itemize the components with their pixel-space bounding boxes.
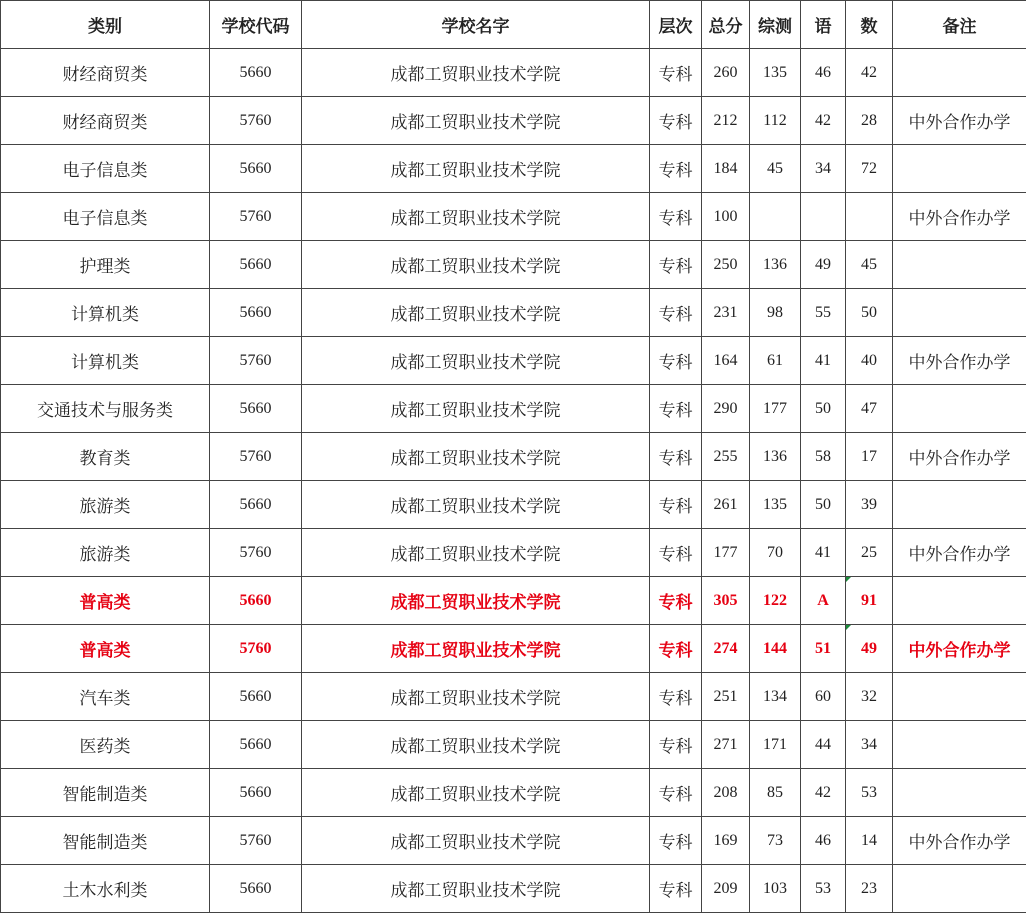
header-note: 备注	[893, 1, 1026, 49]
cell-category: 普高类	[1, 577, 210, 625]
cell-category: 财经商贸类	[1, 97, 210, 145]
cell-school-code: 5660	[210, 385, 302, 433]
cell-math-score: 25	[846, 529, 893, 577]
cell-category: 普高类	[1, 625, 210, 673]
cell-level: 专科	[650, 385, 702, 433]
table-row	[1, 289, 1026, 337]
cell-school-name: 成都工贸职业技术学院	[302, 337, 650, 385]
cell-total-score: 212	[702, 97, 750, 145]
cell-school-code: 5660	[210, 865, 302, 913]
cell-comprehensive-score: 98	[750, 289, 801, 337]
cell-note	[893, 49, 1026, 97]
cell-comprehensive-score: 61	[750, 337, 801, 385]
cell-chinese-score: 46	[801, 49, 846, 97]
cell-note: 中外合作办学	[893, 529, 1026, 577]
header-row	[1, 1, 1026, 49]
cell-math-score: 14	[846, 817, 893, 865]
cell-chinese-score: 60	[801, 673, 846, 721]
table-row	[1, 49, 1026, 97]
cell-category: 智能制造类	[1, 817, 210, 865]
cell-level: 专科	[650, 481, 702, 529]
header-math-score: 数	[846, 1, 893, 49]
cell-chinese-score	[801, 193, 846, 241]
cell-school-name: 成都工贸职业技术学院	[302, 289, 650, 337]
cell-school-code: 5660	[210, 721, 302, 769]
cell-level: 专科	[650, 337, 702, 385]
cell-school-code: 5760	[210, 97, 302, 145]
cell-level: 专科	[650, 865, 702, 913]
cell-comprehensive-score: 85	[750, 769, 801, 817]
cell-category: 计算机类	[1, 289, 210, 337]
cell-math-score: 72	[846, 145, 893, 193]
cell-total-score: 184	[702, 145, 750, 193]
cell-chinese-score: 50	[801, 481, 846, 529]
cell-category: 旅游类	[1, 481, 210, 529]
cell-school-name: 成都工贸职业技术学院	[302, 433, 650, 481]
cell-school-code: 5660	[210, 145, 302, 193]
cell-chinese-score: 41	[801, 337, 846, 385]
cell-total-score: 250	[702, 241, 750, 289]
cell-category: 电子信息类	[1, 193, 210, 241]
cell-total-score: 209	[702, 865, 750, 913]
cell-math-score	[846, 193, 893, 241]
cell-note	[893, 673, 1026, 721]
table-row	[1, 577, 1026, 625]
cell-chinese-score: 42	[801, 97, 846, 145]
cell-total-score: 208	[702, 769, 750, 817]
cell-level: 专科	[650, 49, 702, 97]
cell-math-score: 23	[846, 865, 893, 913]
cell-note: 中外合作办学	[893, 433, 1026, 481]
cell-school-code: 5660	[210, 289, 302, 337]
cell-note: 中外合作办学	[893, 817, 1026, 865]
table-row	[1, 97, 1026, 145]
cell-chinese-score: 44	[801, 721, 846, 769]
cell-note	[893, 721, 1026, 769]
cell-total-score: 177	[702, 529, 750, 577]
header-category: 类别	[1, 1, 210, 49]
cell-school-name: 成都工贸职业技术学院	[302, 817, 650, 865]
table-row	[1, 481, 1026, 529]
cell-chinese-score: 53	[801, 865, 846, 913]
header-school-code: 学校代码	[210, 1, 302, 49]
cell-note: 中外合作办学	[893, 97, 1026, 145]
cell-school-name: 成都工贸职业技术学院	[302, 481, 650, 529]
cell-note: 中外合作办学	[893, 625, 1026, 673]
cell-note	[893, 145, 1026, 193]
cell-level: 专科	[650, 577, 702, 625]
cell-school-code: 5760	[210, 529, 302, 577]
cell-comprehensive-score: 103	[750, 865, 801, 913]
cell-math-score: 49	[846, 625, 893, 673]
cell-comprehensive-score: 134	[750, 673, 801, 721]
cell-note: 中外合作办学	[893, 193, 1026, 241]
cell-level: 专科	[650, 145, 702, 193]
cell-school-code: 5660	[210, 49, 302, 97]
cell-level: 专科	[650, 433, 702, 481]
cell-note	[893, 577, 1026, 625]
cell-total-score: 260	[702, 49, 750, 97]
cell-math-score: 32	[846, 673, 893, 721]
cell-category: 财经商贸类	[1, 49, 210, 97]
cell-school-name: 成都工贸职业技术学院	[302, 97, 650, 145]
cell-comprehensive-score: 73	[750, 817, 801, 865]
cell-category: 土木水利类	[1, 865, 210, 913]
cell-category: 教育类	[1, 433, 210, 481]
cell-comprehensive-score: 70	[750, 529, 801, 577]
table-row	[1, 337, 1026, 385]
cell-category: 汽车类	[1, 673, 210, 721]
cell-comprehensive-score: 177	[750, 385, 801, 433]
cell-category: 交通技术与服务类	[1, 385, 210, 433]
cell-school-code: 5660	[210, 481, 302, 529]
cell-note	[893, 769, 1026, 817]
table-row	[1, 865, 1026, 913]
cell-school-code: 5660	[210, 769, 302, 817]
table-row	[1, 385, 1026, 433]
cell-school-code: 5760	[210, 817, 302, 865]
cell-school-code: 5760	[210, 337, 302, 385]
cell-total-score: 290	[702, 385, 750, 433]
cell-school-code: 5660	[210, 673, 302, 721]
cell-math-score: 53	[846, 769, 893, 817]
header-chinese-score: 语	[801, 1, 846, 49]
table-row	[1, 769, 1026, 817]
cell-school-code: 5760	[210, 433, 302, 481]
cell-comprehensive-score: 136	[750, 241, 801, 289]
table-row	[1, 193, 1026, 241]
cell-comprehensive-score: 135	[750, 481, 801, 529]
cell-comprehensive-score: 122	[750, 577, 801, 625]
cell-school-name: 成都工贸职业技术学院	[302, 721, 650, 769]
cell-chinese-score: 49	[801, 241, 846, 289]
table-row	[1, 241, 1026, 289]
cell-note	[893, 289, 1026, 337]
cell-chinese-score: 58	[801, 433, 846, 481]
cell-total-score: 231	[702, 289, 750, 337]
cell-level: 专科	[650, 97, 702, 145]
cell-school-code: 5660	[210, 577, 302, 625]
cell-comprehensive-score: 45	[750, 145, 801, 193]
header-comprehensive-score: 综测	[750, 1, 801, 49]
cell-category: 计算机类	[1, 337, 210, 385]
cell-comprehensive-score: 144	[750, 625, 801, 673]
header-school-name: 学校名字	[302, 1, 650, 49]
cell-comprehensive-score: 112	[750, 97, 801, 145]
cell-total-score: 305	[702, 577, 750, 625]
cell-category: 护理类	[1, 241, 210, 289]
cell-total-score: 169	[702, 817, 750, 865]
table-row	[1, 673, 1026, 721]
cell-comprehensive-score: 171	[750, 721, 801, 769]
cell-chinese-score: 42	[801, 769, 846, 817]
cell-note	[893, 241, 1026, 289]
table-row	[1, 817, 1026, 865]
cell-note	[893, 385, 1026, 433]
cell-math-score: 28	[846, 97, 893, 145]
cell-school-name: 成都工贸职业技术学院	[302, 193, 650, 241]
cell-math-score: 45	[846, 241, 893, 289]
cell-school-name: 成都工贸职业技术学院	[302, 577, 650, 625]
cell-school-name: 成都工贸职业技术学院	[302, 625, 650, 673]
cell-note: 中外合作办学	[893, 337, 1026, 385]
cell-total-score: 251	[702, 673, 750, 721]
table-row	[1, 721, 1026, 769]
cell-math-score: 17	[846, 433, 893, 481]
cell-chinese-score: 55	[801, 289, 846, 337]
cell-category: 旅游类	[1, 529, 210, 577]
cell-total-score: 100	[702, 193, 750, 241]
cell-school-name: 成都工贸职业技术学院	[302, 865, 650, 913]
cell-level: 专科	[650, 721, 702, 769]
cell-math-score: 42	[846, 49, 893, 97]
cell-total-score: 255	[702, 433, 750, 481]
cell-level: 专科	[650, 817, 702, 865]
cell-math-score: 50	[846, 289, 893, 337]
cell-comprehensive-score: 136	[750, 433, 801, 481]
cell-total-score: 271	[702, 721, 750, 769]
cell-level: 专科	[650, 673, 702, 721]
cell-level: 专科	[650, 769, 702, 817]
cell-chinese-score: A	[801, 577, 846, 625]
cell-math-score: 47	[846, 385, 893, 433]
cell-level: 专科	[650, 625, 702, 673]
cell-math-score: 34	[846, 721, 893, 769]
cell-school-code: 5760	[210, 625, 302, 673]
cell-math-score: 91	[846, 577, 893, 625]
cell-category: 智能制造类	[1, 769, 210, 817]
cell-level: 专科	[650, 529, 702, 577]
header-level: 层次	[650, 1, 702, 49]
cell-school-name: 成都工贸职业技术学院	[302, 49, 650, 97]
table-body	[1, 49, 1026, 913]
cell-level: 专科	[650, 193, 702, 241]
cell-level: 专科	[650, 241, 702, 289]
cell-chinese-score: 41	[801, 529, 846, 577]
cell-total-score: 261	[702, 481, 750, 529]
cell-category: 电子信息类	[1, 145, 210, 193]
cell-school-name: 成都工贸职业技术学院	[302, 145, 650, 193]
cell-school-code: 5760	[210, 193, 302, 241]
cell-level: 专科	[650, 289, 702, 337]
cell-chinese-score: 50	[801, 385, 846, 433]
cell-school-name: 成都工贸职业技术学院	[302, 769, 650, 817]
cell-math-score: 40	[846, 337, 893, 385]
cell-school-name: 成都工贸职业技术学院	[302, 673, 650, 721]
header-total-score: 总分	[702, 1, 750, 49]
cell-comprehensive-score: 135	[750, 49, 801, 97]
cell-school-name: 成都工贸职业技术学院	[302, 529, 650, 577]
cell-note	[893, 481, 1026, 529]
table-row	[1, 145, 1026, 193]
table-row	[1, 433, 1026, 481]
cell-chinese-score: 51	[801, 625, 846, 673]
cell-note	[893, 865, 1026, 913]
cell-total-score: 164	[702, 337, 750, 385]
cell-comprehensive-score	[750, 193, 801, 241]
cell-math-score: 39	[846, 481, 893, 529]
cell-school-code: 5660	[210, 241, 302, 289]
cell-school-name: 成都工贸职业技术学院	[302, 385, 650, 433]
cell-category: 医药类	[1, 721, 210, 769]
cell-school-name: 成都工贸职业技术学院	[302, 241, 650, 289]
cell-chinese-score: 34	[801, 145, 846, 193]
cell-chinese-score: 46	[801, 817, 846, 865]
table-row	[1, 529, 1026, 577]
cell-total-score: 274	[702, 625, 750, 673]
table-row	[1, 625, 1026, 673]
